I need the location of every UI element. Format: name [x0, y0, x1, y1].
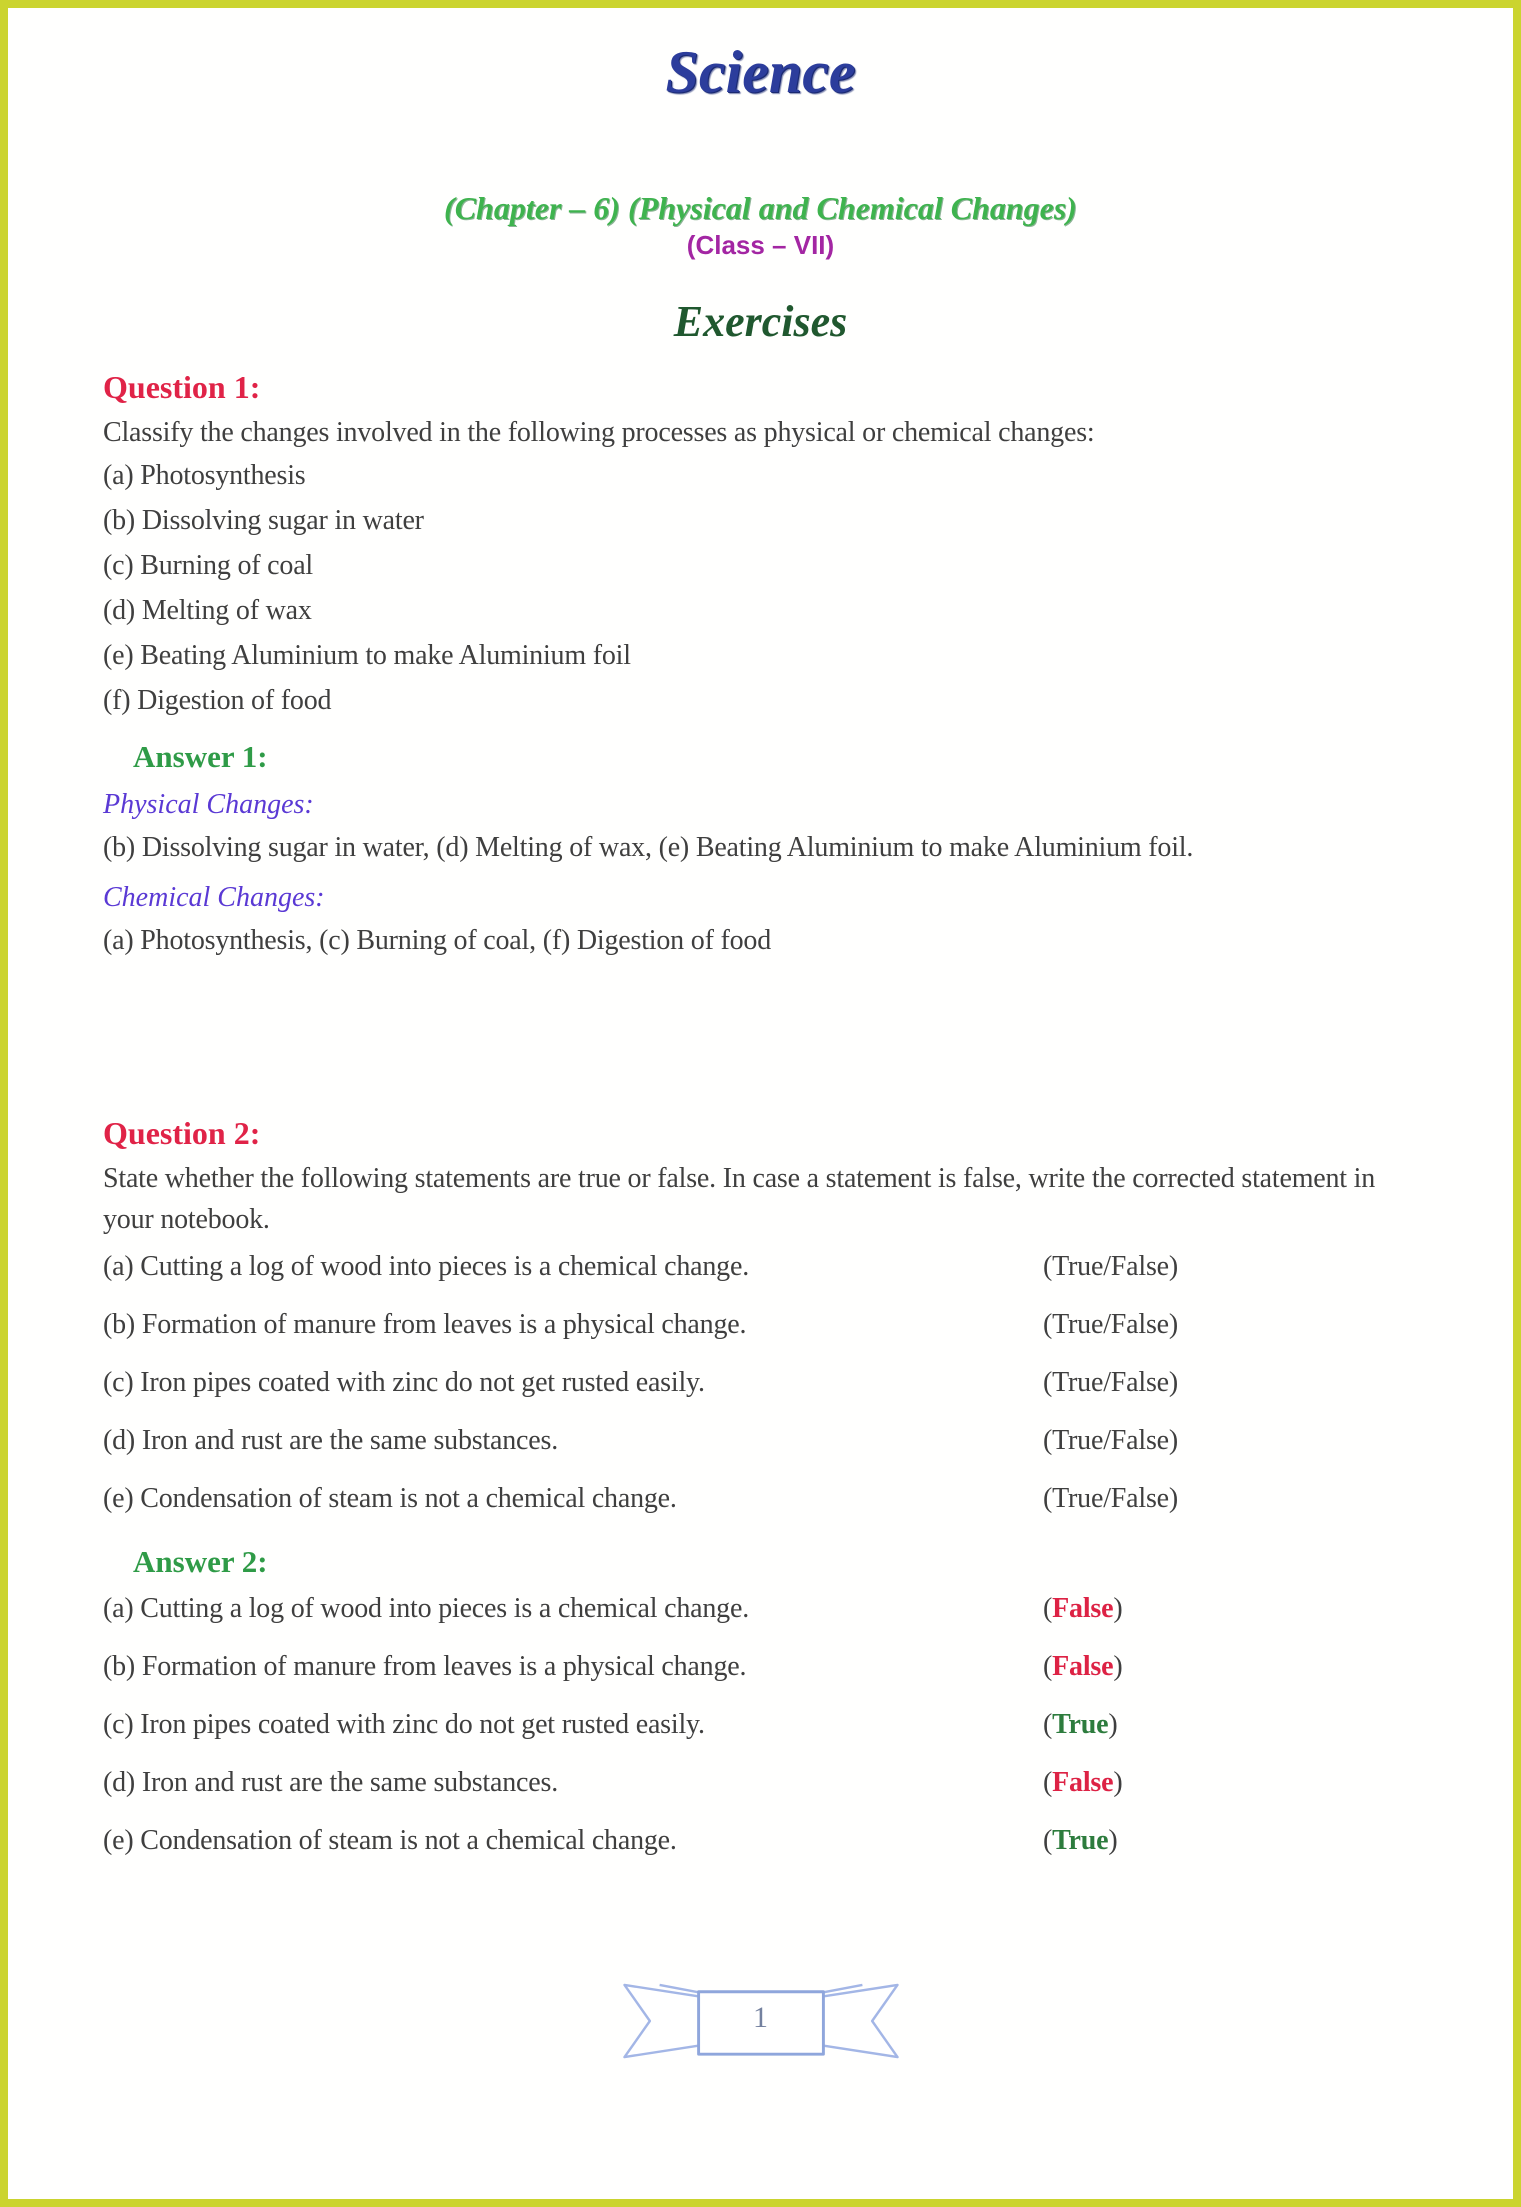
answer-value: False	[1052, 1651, 1114, 1683]
list-item: (b) Dissolving sugar in water	[103, 505, 424, 537]
page-number-ribbon	[605, 1971, 917, 2071]
truefalse-option: (True/False)	[1043, 1425, 1179, 1457]
class-heading: (Class – VII)	[686, 230, 835, 261]
statement-text: (b) Formation of manure from leaves is a physical change.	[103, 1651, 747, 1683]
physical-changes-text: (b) Dissolving sugar in water, (d) Melting of wax, (e) Beating Aluminium to make Aluminium foil.	[103, 832, 1194, 864]
answer-row	[103, 1820, 1418, 1862]
answer-row	[103, 1704, 1418, 1746]
answer-value: True	[1052, 1825, 1109, 1857]
page-title: Science	[665, 39, 856, 105]
question1-section	[103, 367, 1418, 964]
list-item: (f) Digestion of food	[103, 685, 332, 717]
paren-open: (	[1043, 1767, 1053, 1799]
paren-close: )	[1108, 1825, 1118, 1857]
question1-heading: Question 1:	[103, 368, 261, 405]
question1-items	[103, 453, 1418, 723]
exercises-heading: Exercises	[673, 296, 848, 346]
statement-row	[103, 1478, 1418, 1520]
answer-option	[1043, 1820, 1117, 1862]
answer-option	[1043, 1588, 1122, 1630]
answer-option	[1043, 1646, 1122, 1688]
physical-changes-label: Physical Changes:	[103, 789, 314, 821]
statement-text: (e) Condensation of steam is not a chemical change.	[103, 1825, 677, 1857]
list-item: (c) Burning of coal	[103, 550, 314, 582]
statement-row	[103, 1420, 1418, 1462]
statement-text: (c) Iron pipes coated with zinc do not get rusted easily.	[103, 1709, 705, 1741]
chapter-heading: (Chapter – 6) (Physical and Chemical Changes)	[444, 190, 1077, 226]
question1-intro: Classify the changes involved in the following processes as physical or chemical changes:	[103, 416, 1095, 448]
question2-statements	[103, 1246, 1418, 1520]
paren-close: )	[1113, 1651, 1123, 1683]
list-item: (d) Melting of wax	[103, 595, 312, 627]
answer-option	[1043, 1704, 1117, 1746]
truefalse-option: (True/False)	[1043, 1309, 1179, 1341]
answer-value: False	[1052, 1767, 1114, 1799]
answer-value: False	[1052, 1593, 1114, 1625]
question2-answers	[103, 1588, 1418, 1862]
question2-section	[103, 1113, 1418, 1862]
page-content	[8, 38, 1513, 1862]
paren-open: (	[1043, 1651, 1053, 1683]
truefalse-option: (True/False)	[1043, 1367, 1179, 1399]
question2-intro: State whether the following statements are true or false. In case a statement is false, write the corrected statement in your notebook.	[103, 1163, 1376, 1235]
answer-row	[103, 1646, 1418, 1688]
paren-close: )	[1113, 1593, 1123, 1625]
chemical-changes-label: Chemical Changes:	[103, 882, 325, 914]
statement-text: (e) Condensation of steam is not a chemical change.	[103, 1483, 677, 1515]
list-item: (e) Beating Aluminium to make Aluminium foil	[103, 640, 631, 672]
statement-text: (d) Iron and rust are the same substances.	[103, 1767, 558, 1799]
answer-value: True	[1052, 1709, 1109, 1741]
statement-row	[103, 1304, 1418, 1346]
statement-row	[103, 1246, 1418, 1288]
paren-close: )	[1113, 1767, 1123, 1799]
truefalse-option: (True/False)	[1043, 1483, 1179, 1515]
statement-text: (d) Iron and rust are the same substances.	[103, 1425, 558, 1457]
statement-row	[103, 1362, 1418, 1404]
answer-option	[1043, 1762, 1122, 1804]
paren-open: (	[1043, 1825, 1053, 1857]
answer-row	[103, 1588, 1418, 1630]
question2-heading: Question 2:	[103, 1115, 261, 1152]
answer1-heading: Answer 1:	[133, 739, 268, 775]
paren-open: (	[1043, 1709, 1053, 1741]
answer2-heading: Answer 2:	[133, 1544, 268, 1580]
paren-open: (	[1043, 1593, 1053, 1625]
truefalse-option: (True/False)	[1043, 1251, 1179, 1283]
statement-text: (a) Cutting a log of wood into pieces is a chemical change.	[103, 1593, 749, 1625]
page-number: 1	[753, 2001, 768, 2034]
statement-text: (c) Iron pipes coated with zinc do not get rusted easily.	[103, 1367, 705, 1399]
chemical-changes-text: (a) Photosynthesis, (c) Burning of coal, (f) Digestion of food	[103, 925, 772, 957]
answer-row	[103, 1762, 1418, 1804]
statement-text: (a) Cutting a log of wood into pieces is a chemical change.	[103, 1251, 749, 1283]
paren-close: )	[1108, 1709, 1118, 1741]
statement-text: (b) Formation of manure from leaves is a physical change.	[103, 1309, 747, 1341]
list-item: (a) Photosynthesis	[103, 460, 306, 492]
